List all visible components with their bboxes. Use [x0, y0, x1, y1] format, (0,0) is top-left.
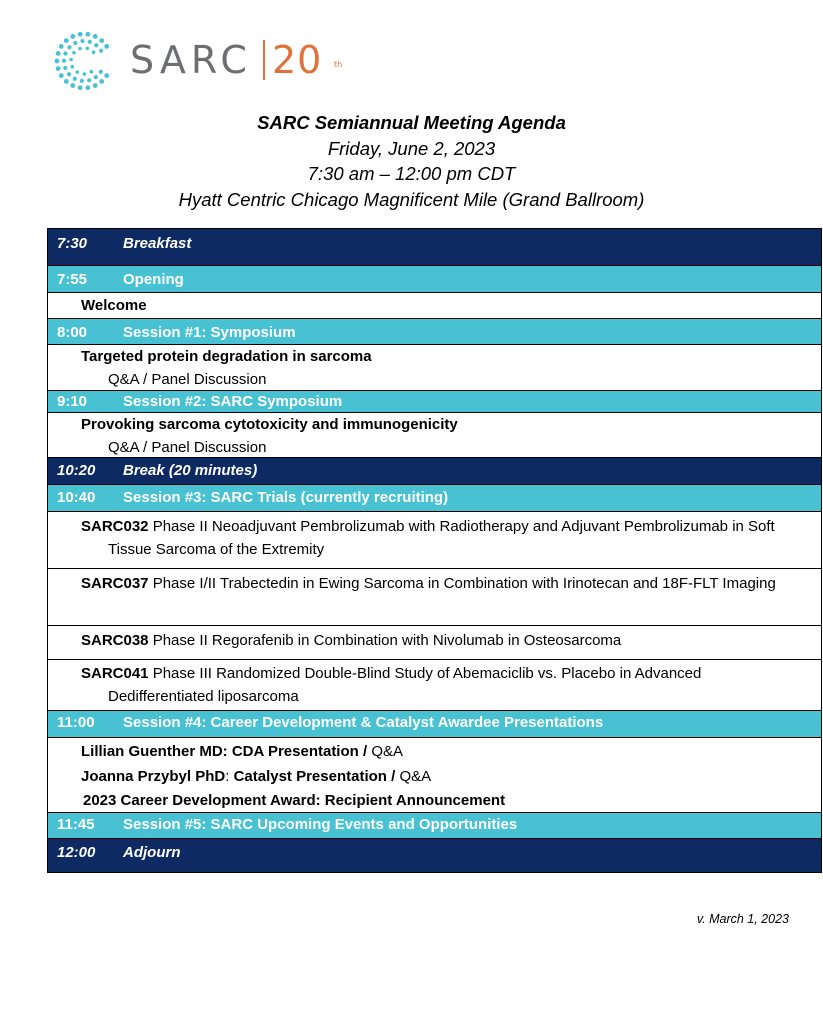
- logo-dot: [92, 50, 96, 54]
- row-time: 11:45: [57, 816, 95, 833]
- trial-row: [48, 660, 821, 711]
- logo-dot: [93, 34, 98, 39]
- trial-row: [48, 569, 821, 626]
- logo-dot: [80, 39, 84, 43]
- logo-dot: [88, 40, 92, 44]
- logo-dot: [67, 72, 71, 76]
- row-label: Session #5: SARC Upcoming Events and Opportunities: [123, 816, 518, 833]
- row-label: Session #2: SARC Symposium: [123, 393, 343, 410]
- row-label: Session #1: Symposium: [123, 324, 296, 341]
- row-session-5: [48, 813, 821, 839]
- logo-dot: [94, 75, 98, 79]
- agenda-date: Friday, June 2, 2023: [327, 137, 496, 159]
- row-session-1: [48, 319, 821, 345]
- logo-dot: [72, 51, 76, 55]
- logo-dot: [85, 32, 90, 37]
- trial-description: Phase I/II Trabectedin in Ewing Sarcoma in Combination with Irinotecan and 18F-FLT Imaging: [148, 575, 776, 592]
- trial-id: SARC038: [81, 632, 149, 649]
- row-adjourn: [48, 839, 821, 872]
- logo-wordmark: SARC: [130, 38, 252, 82]
- logo-dot: [63, 51, 67, 55]
- logo-dot: [71, 65, 75, 69]
- row-time: 10:20: [57, 462, 96, 479]
- session-4-item: Lillian Guenther MD: CDA Presentation / Q&A: [81, 743, 403, 760]
- logo-dot: [64, 79, 69, 84]
- logo-dot: [104, 73, 109, 78]
- trial-row: [48, 626, 821, 660]
- trial-id: SARC041: [81, 665, 149, 682]
- row-session-2: [48, 391, 821, 413]
- agenda-table: [47, 228, 822, 873]
- logo-dot: [70, 34, 75, 39]
- session-4-item: Joanna Przybyl PhD: Catalyst Presentation / Q&A: [81, 767, 432, 785]
- trial-row: [48, 512, 821, 569]
- session-1-talk: Targeted protein degradation in sarcoma: [81, 348, 372, 365]
- logo-dot: [83, 72, 87, 76]
- logo-dot: [99, 49, 103, 53]
- row-time: 10:40: [57, 489, 96, 506]
- logo-dot: [67, 45, 71, 49]
- logo-dot: [73, 41, 77, 45]
- logo-dot: [59, 44, 64, 49]
- agenda-header: [0, 110, 823, 212]
- row-break: [48, 458, 821, 485]
- logo-separator: [263, 40, 265, 80]
- row-label: Breakfast: [123, 235, 192, 252]
- row-session-2-content: [48, 413, 821, 458]
- logo-dot: [99, 38, 104, 43]
- logo-dot: [56, 51, 61, 56]
- row-label: Break (20 minutes): [123, 462, 258, 479]
- logo-dot: [78, 47, 82, 51]
- row-breakfast: [48, 229, 821, 266]
- agenda-title: SARC Semiannual Meeting Agenda: [257, 112, 566, 133]
- row-time: 8:00: [57, 324, 88, 341]
- logo-anniversary: 20: [272, 38, 323, 82]
- logo-superscript: th: [334, 60, 343, 69]
- logo-dot: [78, 32, 83, 37]
- logo-dot: [73, 77, 77, 81]
- trial-id: SARC037: [81, 575, 149, 592]
- logo-dot: [104, 44, 109, 49]
- logo-dot: [62, 59, 66, 63]
- logo-dot: [63, 66, 67, 70]
- session-2-talk: Provoking sarcoma cytotoxicity and immunogenicity: [81, 416, 458, 433]
- row-label: Adjourn: [123, 844, 181, 861]
- logo-dot: [99, 79, 104, 84]
- agenda-time: 7:30 am – 12:00 pm CDT: [307, 163, 516, 184]
- logo-dot: [78, 85, 83, 90]
- agenda-venue: Hyatt Centric Chicago Magnificent Mile (Grand Ballroom): [178, 188, 645, 210]
- trial-description: Phase II Neoadjuvant Pembrolizumab with Radiotherapy and Adjuvant Pembrolizumab in Soft Tissue Sarcoma of the Extremity: [108, 518, 775, 558]
- row-welcome: [48, 293, 821, 319]
- row-time: 7:55: [57, 271, 88, 288]
- logo-dot: [99, 70, 103, 74]
- session-4-item: 2023 Career Development Award: Recipient Announcement: [83, 792, 506, 809]
- logo-dot: [90, 70, 94, 74]
- row-time: 12:00: [57, 844, 96, 861]
- row-label: Session #3: SARC Trials (currently recruiting): [123, 489, 449, 506]
- trial-id: SARC032: [81, 518, 149, 535]
- version-note: v. March 1, 2023: [696, 912, 789, 926]
- sarc-dots-icon: [54, 30, 118, 94]
- logo-dot: [56, 66, 61, 71]
- row-time: 11:00: [57, 714, 95, 731]
- logo-dot: [94, 43, 98, 47]
- row-label: Session #4: Career Development & Catalyst Awardee Presentations: [123, 714, 604, 731]
- row-session-1-content: [48, 345, 821, 391]
- row-time: 7:30: [57, 235, 88, 252]
- sarc-logo: [54, 30, 354, 90]
- logo-dot: [86, 47, 90, 51]
- logo-dot: [85, 85, 90, 90]
- trial-description: Phase III Randomized Double-Blind Study of Abemaciclib vs. Placebo in Advanced Dedifferentiated liposarcoma: [108, 665, 702, 705]
- session-2-qa: Q&A / Panel Discussion: [108, 439, 267, 456]
- row-opening: [48, 266, 821, 293]
- row-time: 9:10: [57, 393, 88, 410]
- logo-dot: [69, 58, 73, 62]
- logo-dot: [87, 78, 91, 82]
- session-1-qa: Q&A / Panel Discussion: [108, 371, 267, 388]
- logo-dot: [75, 70, 79, 74]
- welcome-text: Welcome: [81, 297, 147, 314]
- logo-dot: [80, 79, 84, 83]
- row-session-3: [48, 485, 821, 512]
- trial-description: Phase II Regorafenib in Combination with Nivolumab in Osteosarcoma: [148, 632, 622, 649]
- logo-dot: [93, 83, 98, 88]
- row-session-4-content: [48, 738, 821, 813]
- row-session-4: [48, 711, 821, 738]
- logo-dot: [70, 83, 75, 88]
- row-label: Opening: [123, 271, 184, 288]
- logo-dot: [55, 59, 60, 64]
- logo-dot: [64, 38, 69, 43]
- logo-dot: [59, 73, 64, 78]
